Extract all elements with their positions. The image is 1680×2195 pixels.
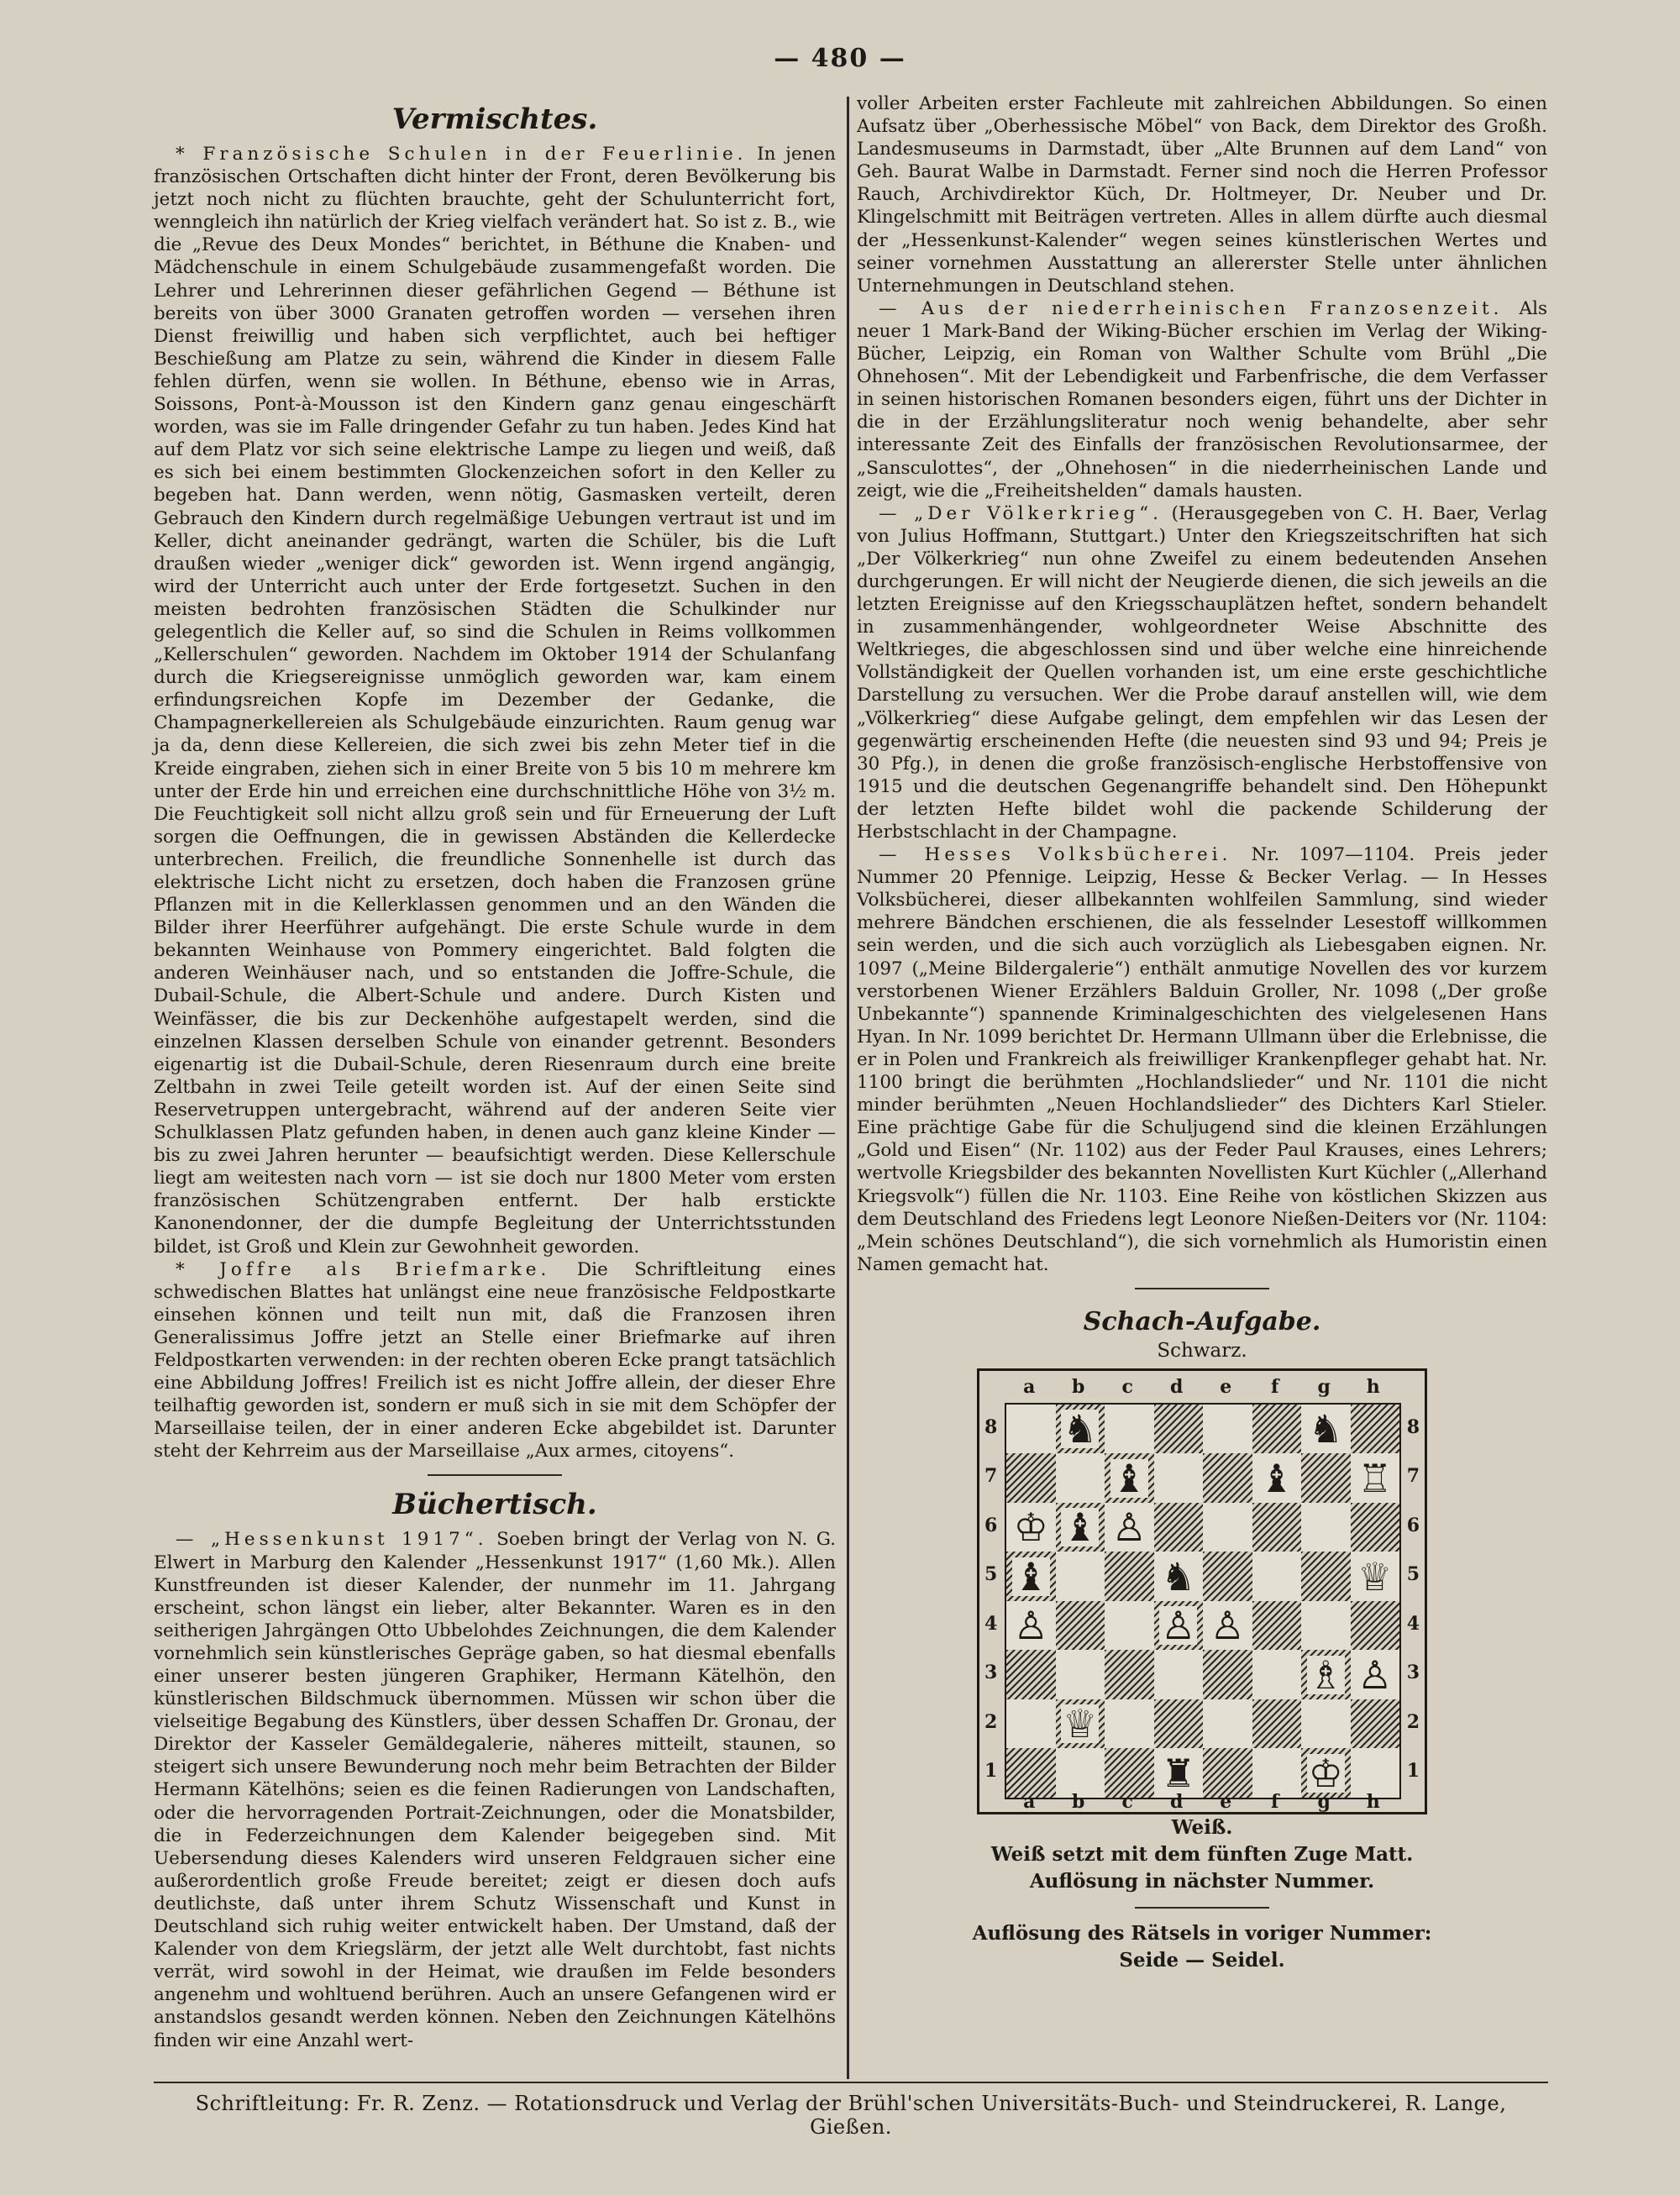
square-c4	[1105, 1601, 1154, 1651]
rank-label: 4	[1406, 1612, 1420, 1635]
square-a3	[1006, 1650, 1056, 1699]
square-a7	[1006, 1453, 1056, 1503]
square-b5	[1056, 1552, 1105, 1601]
square-g2	[1301, 1699, 1351, 1749]
file-label: e	[1220, 1375, 1232, 1398]
chess-piece: ♝	[1111, 1455, 1147, 1501]
square-f6	[1252, 1503, 1302, 1552]
chess-piece: ♕	[1063, 1701, 1098, 1747]
chess-problem-title: Schach-Aufgabe.	[1083, 1306, 1321, 1336]
column-divider	[847, 97, 849, 2079]
square-g8	[1301, 1405, 1351, 1454]
chess-piece: ♔	[1308, 1750, 1343, 1796]
square-d4	[1154, 1601, 1204, 1651]
chess-piece: ♙	[1111, 1504, 1147, 1551]
rank-label: 7	[1406, 1465, 1420, 1488]
chess-white-label: Weiß.	[1171, 1815, 1233, 1839]
file-label: d	[1170, 1790, 1184, 1813]
file-label: b	[1072, 1375, 1085, 1398]
divider	[1135, 1288, 1269, 1289]
chess-piece: ♝	[1013, 1553, 1048, 1599]
square-g5	[1301, 1552, 1351, 1601]
square-g7	[1301, 1453, 1351, 1503]
chess-piece: ♙	[1210, 1603, 1245, 1649]
rank-labels-right	[1407, 1403, 1420, 1796]
file-label: h	[1366, 1375, 1380, 1398]
chess-board	[1005, 1403, 1401, 1799]
article-title: — Hesses Volksbücherei.	[879, 844, 1232, 866]
square-e3	[1203, 1650, 1252, 1699]
divider	[1135, 1907, 1269, 1909]
square-b6	[1056, 1503, 1105, 1552]
square-d6	[1154, 1503, 1204, 1552]
file-label: c	[1121, 1790, 1133, 1813]
chess-piece: ♙	[1161, 1603, 1196, 1649]
rank-label: 5	[1406, 1563, 1420, 1586]
square-h2	[1351, 1699, 1400, 1749]
rank-label: 3	[1406, 1662, 1420, 1684]
chess-piece: ♝	[1063, 1504, 1098, 1551]
file-label: d	[1170, 1375, 1184, 1398]
rank-label: 2	[1406, 1710, 1420, 1733]
rank-label: 3	[984, 1662, 998, 1684]
square-e6	[1203, 1503, 1252, 1552]
square-c7	[1105, 1453, 1154, 1503]
rank-label: 6	[984, 1514, 998, 1536]
square-a8	[1006, 1405, 1056, 1454]
square-a4	[1006, 1601, 1056, 1651]
chess-piece: ♞	[1308, 1406, 1343, 1452]
file-label: a	[1023, 1375, 1036, 1398]
chess-piece: ♖	[1357, 1455, 1393, 1501]
rank-label: 6	[1406, 1514, 1420, 1536]
square-c2	[1105, 1699, 1154, 1749]
rank-label: 1	[984, 1760, 998, 1783]
square-e2	[1203, 1699, 1252, 1749]
left-column	[154, 92, 836, 2052]
file-labels-bottom	[1005, 1791, 1398, 1814]
section-heading-buechertisch: Büchertisch.	[392, 1488, 597, 1522]
square-b2	[1056, 1699, 1105, 1749]
page-number: — 480 —	[774, 44, 906, 73]
article-title: * Joffre als Briefmarke.	[176, 1258, 551, 1280]
chess-piece: ♞	[1063, 1406, 1098, 1452]
article-joffre-stamp	[154, 1258, 836, 1463]
square-a5	[1006, 1552, 1056, 1601]
square-a2	[1006, 1699, 1056, 1749]
article-french-schools	[154, 143, 836, 1258]
chess-diagram	[977, 1368, 1427, 1814]
article-title: — „Hessenkunst 1917“.	[176, 1529, 488, 1551]
square-e4	[1203, 1601, 1252, 1651]
right-column	[857, 92, 1547, 1974]
imprint-footer: Schriftleitung: Fr. R. Zenz. — Rotationsdruck und Verlag der Brühl'schen Universitäts-Buch- und Steindruckerei, R. Lange, Gießen.	[195, 2092, 1507, 2139]
square-d2	[1154, 1699, 1204, 1749]
square-f8	[1252, 1405, 1302, 1454]
square-d5	[1154, 1552, 1204, 1601]
article-body: Soeben bringt der Verlag von N. G. Elwert in Marburg den Kalender „Hessenkunst 1917“ (1,60 Mk.). Allen Kunstfreunden ist dieser Kalender, der nunmehr im 11. Jahrgang erscheint, schon längst ein lieber, alter Bekannter. Waren es in den seitherigen Jahrgängen Otto Ubbelohdes Zeichnungen, die dem Kalender vornehmlich sein künstlerisches Gepräge gaben, so hat diesmal ebenfalls einer unserer besten jüngeren Graphiker, Hermann Kätelhön, den künstlerischen Bildschmuck übernommen. Müssen wir schon über die vielseitige Begabung des Künstlers, über dessen Schaffen Dr. Gronau, der Direktor der Kasseler Gemäldegalerie, näheres mitteilt, staunen, so steigert sich unsere Bewunderung noch mehr beim Betrachten der Bilder Hermann Kätelhöns; seien es die feinen Radierungen von Landschaften, oder die hervorragenden Portrait-Zeichnungen, oder die Monatsbilder, die in Federzeichnungen dem Kalender beigegeben sind. Mit Uebersendung dieses Kalenders wird unseren Feldgrauen sicher eine außerordentlich große Freude bereitet; zeigt er diesen doch aufs deutlichste, daß unter ihrem Schutz Wissenschaft und Kunst in Deutschland sich ruhig weiter entwickelt haben. Der Umstand, daß der Kalender von dem Kriegslärm, der jetzt alle Welt durchtobt, fast nichts verrät, wird sowohl in der Heimat, wie draußen im Felde besonders angenehm und wohltuend berühren. Auch an unsere Gefangenen wird er anstandslos gesandt werden können. Neben den Zeichnungen Kätelhöns finden wir eine Anzahl wert-	[154, 1529, 836, 2051]
chess-black-label: Schwarz.	[1157, 1339, 1247, 1362]
file-label: g	[1317, 1790, 1331, 1813]
square-e5	[1203, 1552, 1252, 1601]
chess-piece: ♙	[1013, 1603, 1048, 1649]
article-body: Nr. 1097—1104. Preis jeder Nummer 20 Pfennige. Leipzig, Hesse & Becker Verlag. — In Hesses Volksbücherei, dieser allbekannten wohlfeilen Sammlung, sind wieder mehrere Bändchen erschienen, die als fesselnder Lesestoff willkommen sein werden, und die sich auch vorzüglich als Liebesgaben eignen. Nr. 1097 („Meine Bildergalerie“) enthält anmutige Novellen des vor kurzem verstorbenen Wiener Erzählers Balduin Groller, Nr. 1098 („Der große Unbekannte“) spannende Kriminalgeschichten des vielgelesenen Hans Hyan. In Nr. 1099 berichtet Dr. Hermann Ullmann über die Erlebnisse, die er in Polen und Frankreich als freiwilliger Krankenpfleger gehabt hat. Nr. 1100 bringt die berühmten „Hochlandslieder“ und Nr. 1101 die nicht minder berühmten „Neuen Hochlandslieder“ des Dichters Karl Stieler. Eine prächtige Gabe für die Schuljugend sind die kleinen Erzählungen „Gold und Eisen“ (Nr. 1102) aus der Feder Paul Krauses, eines Lehrers; wertvolle Kriegsbilder des bekannten Novellisten Kurt Küchler („Allerhand Kriegsvolk“) füllen die Nr. 1103. Eine Reihe von köstlichen Skizzen aus dem Deutschland des Friedens legt Leonore Nießen-Deiters vor (Nr. 1104: „Mein schönes Deutschland“), die sich vornehmlich als Humoristin einen Namen gemacht hat.	[857, 844, 1547, 1275]
file-label: h	[1366, 1790, 1380, 1813]
file-label: e	[1220, 1790, 1232, 1813]
chess-solution-note: Auflösung in nächster Nummer.	[1029, 1869, 1375, 1893]
square-c3	[1105, 1650, 1154, 1699]
footer-divider	[154, 2082, 1548, 2083]
chess-piece: ♙	[1357, 1652, 1393, 1698]
chess-piece: ♕	[1357, 1553, 1393, 1599]
square-e7	[1203, 1453, 1252, 1503]
rank-label: 4	[984, 1612, 998, 1635]
square-c6	[1105, 1503, 1154, 1552]
rank-label: 7	[984, 1465, 998, 1488]
square-c5	[1105, 1552, 1154, 1601]
square-b8	[1056, 1405, 1105, 1454]
square-g4	[1301, 1601, 1351, 1651]
article-body: Als neuer 1 Mark-Band der Wiking-Bücher erschien im Verlag der Wiking-Bücher, Leipzig, ein Roman von Walther Schulte vom Brühl „Die Ohnehosen“. Mit der Lebendigkeit und Farbenfrische, die dem Verfasser in seinen historischen Romanen besonders eigen, führt uns der Dichter in die in der Erzählungsliteratur noch wenig behandelte, aber sehr interessante Zeit des Einfalls der französischen Revolutionsarmee, der „Sansculottes“, der „Ohnehosen“ in die niederrheinischen Lande und zeigt, wie die „Freiheitshelden“ damals hausten.	[857, 297, 1547, 501]
file-label: a	[1023, 1790, 1036, 1813]
square-b7	[1056, 1453, 1105, 1503]
square-b3	[1056, 1650, 1105, 1699]
square-f2	[1252, 1699, 1302, 1749]
square-h7	[1351, 1453, 1400, 1503]
article-title: * Französische Schulen in der Feuerlinie.	[176, 144, 748, 165]
article-body: In jenen französischen Ortschaften dicht hinter der Front, deren Bevölkerung bis jetzt noch nicht zu flüchten brauchte, geht der Schulunterricht fort, wenngleich ihn natürlich der Krieg vielfach verändert hat. So ist z. B., wie die „Revue des Deux Mondes“ berichtet, in Béthune die Knaben- und Mädchenschule in einem Schulgebäude zusammengefaßt worden. Die Lehrer und Lehrerinnen dieser gefährlichen Gegend — Béthune ist bereits von über 3000 Granaten getroffen worden — versehen ihren Dienst freiwillig und haben sich verpflichtet, auch bei heftiger Beschießung am Platze zu sein, während die Kinder in diesem Falle fehlen dürfen, wenn sie wollen. In Béthune, ebenso wie in Arras, Soissons, Pont-à-Mousson ist den Kindern ganz genau eingeschärft worden, was sie im Falle dringender Gefahr zu tun haben. Jedes Kind hat auf dem Platz vor sich seine elektrische Lampe zu liegen und weiß, daß es sich bei einem bestimmten Glockenzeichen sofort in den Keller zu begeben hat. Dann werden, wenn nötig, Gasmasken verteilt, deren Gebrauch den Kindern durch regelmäßige Uebungen vertraut ist und im Keller, dicht aneinander gedrängt, warten die Schüler, bis die Luft draußen wieder „weniger dick“ geworden ist. Wenn irgend angängig, wird der Unterricht auch unter der Erde fortgesetzt. Suchen in den meisten bedrohten französischen Städten die Schulkinder nur gelegentlich die Keller auf, so sind die Schulen in Reims vollkommen „Kellerschulen“ geworden. Nachdem im Oktober 1914 der Schulanfang durch die Kriegsereignisse unmöglich geworden war, kam einem erfindungsreichen Kopfe im Dezember der Gedanke, die Champagnerkellereien als Schulgebäude einzurichten. Raum genug war ja da, denn diese Kellereien, die sich zwei bis zehn Meter tief in die Kreide eingraben, ziehen sich in einer Breite von 5 bis 10 m mehrere km unter der Erde hin und erreichen eine durchschnittliche Höhe von 3½ m. Die Feuchtigkeit soll nicht allzu groß sein und für Erneuerung der Luft sorgen die Oeffnungen, die in gewissen Abständen die Kellerdecke unterbrechen. Freilich, die freundliche Sonnenhelle ist durch das elektrische Licht nicht zu ersetzen, doch haben die Franzosen grüne Pflanzen mit in die Kellerklassen genommen und an den Wänden die Bilder ihrer Heerführer aufgehängt. Die erste Schule wurde in dem bekannten Weinhause von Pommery eingerichtet. Bald folgten die anderen Weinhäuser nach, und so entstanden die Joffre-Schule, die Dubail-Schule, die Albert-Schule und andere. Durch Kisten und Weinfässer, die bis zur Deckenhöhe aufgestapelt werden, sind die einzelnen Klassen derselben Schule von einander getrennt. Besonders eigenartig ist die Dubail-Schule, deren Riesenraum durch eine breite Zeltbahn in zwei Teile geteilt worden ist. Auf der einen Seite sind Reservetruppen untergebracht, während auf der anderen Seite vier Schulklassen Platz gefunden haben, in denen auch ganz kleine Kinder — bis zu zwei Jahren herunter — beaufsichtigt werden. Diese Kellerschule liegt am weitesten nach vorn — ist sie doch nur 1800 Meter vom ersten französischen Schützengraben entfernt. Der halb erstickte Kanonendonner, der die dumpfe Begleitung der Unterrichtsstunden bildet, ist Groß und Klein zur Gewohnheit geworden.	[154, 144, 836, 1258]
article-volksbuecherei	[857, 843, 1547, 1276]
square-a6	[1006, 1503, 1056, 1552]
square-f4	[1252, 1601, 1302, 1651]
square-d7	[1154, 1453, 1204, 1503]
file-label: f	[1271, 1790, 1279, 1813]
square-d8	[1154, 1405, 1204, 1454]
file-label: c	[1121, 1375, 1133, 1398]
rank-label: 8	[1406, 1415, 1420, 1438]
square-g3	[1301, 1650, 1351, 1699]
rank-label: 1	[1406, 1760, 1420, 1783]
chess-piece: ♗	[1308, 1652, 1343, 1698]
riddle-solution: Seide — Seidel.	[1119, 1948, 1285, 1972]
article-body: Die Schriftleitung eines schwedischen Blattes hat unlängst eine neue französische Feldpostkarte einsehen können und teilt nun mit, daß die Franzosen ihren Generalissimus Joffre jetzt an Stelle einer Briefmarke auf ihren Feldpostkarten verwenden: in der rechten oberen Ecke prangt tatsächlich eine Abbildung Joffres! Freilich ist es nicht Joffre allein, der dieser Ehre teilhaftig geworden ist, sondern er muß sich in sie mit dem Schöpfer der Marseillaise teilen, der in einer anderen Ecke abgebildet ist. Darunter steht der Kehrreim aus der Marseillaise „Aux armes, citoyens“.	[154, 1258, 836, 1462]
rank-label: 5	[984, 1563, 998, 1586]
file-label: f	[1271, 1375, 1279, 1398]
article-hessenkunst-continued: voller Arbeiten erster Fachleute mit zahlreichen Abbildungen. So einen Aufsatz über „Oberhessische Möbel“ von Back, dem Direktor des Großh. Landesmuseums in Darmstadt, über „Alte Brunnen auf dem Land“ von Geh. Baurat Walbe in Darmstadt. Ferner sind noch die Herren Professor Rauch, Archivdirektor Küch, Dr. Holtmeyer, Dr. Neuber und Dr. Klingelschmitt mit Beiträgen vertreten. Alles in allem dürfte auch diesmal der „Hessenkunst-Kalender“ wegen seines künstlerischen Wertes und seiner vornehmen Ausstattung an allererster Stelle unter ähnlichen Unternehmungen in Deutschland stehen.	[857, 93, 1547, 297]
chess-piece: ♜	[1161, 1750, 1196, 1796]
square-f3	[1252, 1650, 1302, 1699]
chess-piece: ♞	[1161, 1553, 1196, 1599]
square-h6	[1351, 1503, 1400, 1552]
rank-label: 8	[984, 1415, 998, 1438]
chess-piece: ♔	[1013, 1504, 1048, 1551]
article-body: (Herausgegeben von C. H. Baer, Verlag von Julius Hoffmann, Stuttgart.) Unter den Kriegszeitschriften hat sich „Der Völkerkrieg“ nun ohne Zweifel zu einem bedeutenden Ansehen durchgerungen. Er will nicht der Neugierde dienen, die sich jeweils an die letzten Ereignisse auf den Kriegsschauplätzen heftet, sondern behandelt in zusammenhängender, wohlgeordneter Weise Abschnitte des Weltkrieges, die abgeschlossen sind und über welche eine hinreichende Vollständigkeit der Quellen vorhanden ist, um eine erste geschichtliche Darstellung zu versuchen. Wer die Probe darauf anstellen will, wie dem „Völkerkrieg“ diese Aufgabe gelingt, dem empfehlen wir das Lesen der gegenwärtig erscheinenden Hefte (die neuesten sind 93 und 94; Preis je 30 Pfg.), in denen die große französisch-englische Herbstoffensive von 1915 und die deutschen Gegenangriffe behandelt sind. Den Höhepunkt der letzten Hefte bildet wohl die packende Schilderung der Herbstschlacht in der Champagne.	[857, 502, 1547, 843]
square-h3	[1351, 1650, 1400, 1699]
article-franzosenzeit	[857, 297, 1547, 502]
square-h8	[1351, 1405, 1400, 1454]
chess-piece: ♝	[1259, 1455, 1294, 1501]
file-labels-top	[1005, 1376, 1398, 1399]
square-h5	[1351, 1552, 1400, 1601]
square-f7	[1252, 1453, 1302, 1503]
chess-task: Weiß setzt mit dem fünften Zuge Matt.	[990, 1842, 1414, 1866]
article-title: — Aus der niederrheinischen Franzosenzeit.	[879, 297, 1504, 319]
file-label: g	[1317, 1375, 1331, 1398]
square-e8	[1203, 1405, 1252, 1454]
square-d3	[1154, 1650, 1204, 1699]
rank-labels-left	[984, 1403, 997, 1796]
article-title: — „Der Völkerkrieg“.	[879, 502, 1163, 524]
square-f5	[1252, 1552, 1302, 1601]
divider	[428, 1474, 562, 1476]
square-b4	[1056, 1601, 1105, 1651]
article-voelkerkrieg	[857, 502, 1547, 843]
square-g6	[1301, 1503, 1351, 1552]
rank-label: 2	[984, 1710, 998, 1733]
file-label: b	[1072, 1790, 1085, 1813]
square-h4	[1351, 1601, 1400, 1651]
section-heading-vermischtes: Vermischtes.	[391, 102, 598, 136]
article-hessenkunst	[154, 1528, 836, 2051]
riddle-solution-label: Auflösung des Rätsels in voriger Nummer:	[972, 1921, 1432, 1945]
square-c8	[1105, 1405, 1154, 1454]
